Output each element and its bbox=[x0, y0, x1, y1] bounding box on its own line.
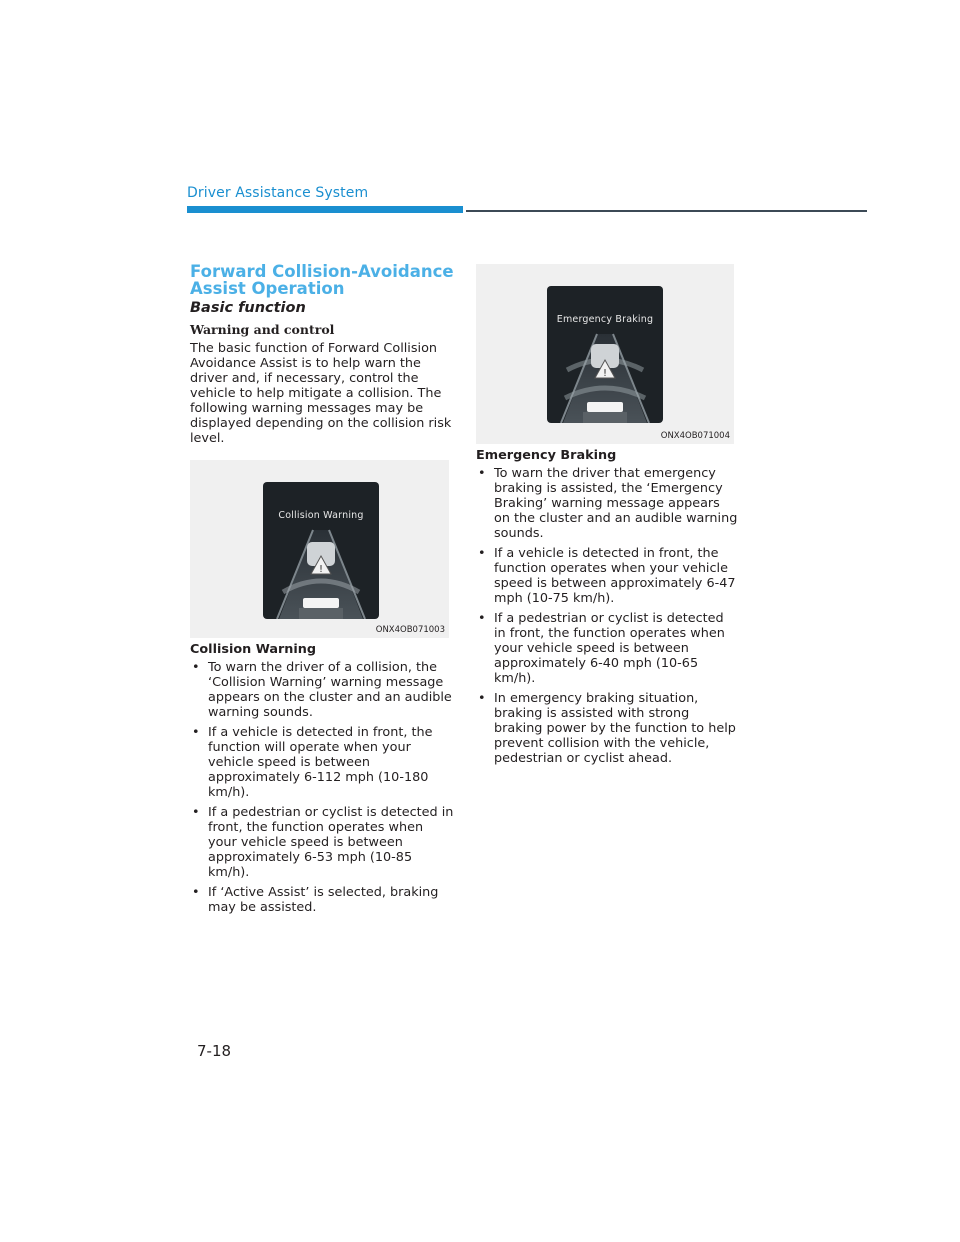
svg-text:!: ! bbox=[602, 368, 608, 379]
cluster-display bbox=[547, 286, 663, 423]
list-item bbox=[476, 611, 738, 686]
list-item-text: If a pedestrian or cyclist is detected in front, the function operates when your vehicle speed is between approximately 6-40 mph (10-65 km/h). bbox=[494, 611, 725, 686]
intro-paragraph: The basic function of Forward Collision Avoidance Assist is to help warn the driver and, if necessary, control the vehicle to help mitigate a collision. The following warning messages may be displayed depending on the collision risk level. bbox=[190, 341, 452, 446]
list-item-text: If a pedestrian or cyclist is detected in front, the function operates when your vehicle speed is between approximately 6-53 mph (10-85 km/h). bbox=[208, 805, 454, 880]
figure-caption: Emergency Braking bbox=[476, 448, 617, 463]
list-item bbox=[190, 805, 454, 880]
left-column bbox=[190, 263, 454, 920]
collision-warning-figure bbox=[190, 460, 449, 638]
header-rule bbox=[466, 210, 867, 212]
figure-code: ONX4OB071004 bbox=[660, 431, 730, 441]
bullet-glyph: • bbox=[478, 691, 486, 706]
list-item bbox=[476, 466, 738, 541]
list-item bbox=[190, 885, 454, 915]
list-item-text: In emergency braking situation, braking is assisted with strong braking power by the function to help prevent collision with the vehicle, pedestrian or cyclist ahead. bbox=[494, 691, 736, 766]
bullet-glyph: • bbox=[478, 546, 486, 561]
header-accent-bar bbox=[187, 206, 463, 213]
list-item bbox=[476, 691, 738, 766]
svg-text:!: ! bbox=[318, 564, 324, 575]
list-item-text: If a vehicle is detected in front, the function operates when your vehicle speed is between approximately 6-47 mph (10-75 km/h). bbox=[494, 546, 736, 606]
list-item bbox=[476, 546, 738, 606]
bullet-glyph: • bbox=[478, 466, 486, 481]
bullet-glyph: • bbox=[192, 805, 200, 820]
list-item-text: To warn the driver that emergency braking is assisted, the ‘Emergency Braking’ warning message appears on the cluster and an audible warning sounds. bbox=[494, 466, 738, 541]
list-item-text: If ‘Active Assist’ is selected, braking may be assisted. bbox=[208, 885, 439, 915]
section-title: Forward Collision-Avoidance Assist Operation bbox=[190, 262, 454, 298]
page-number: 7-18 bbox=[197, 1042, 232, 1060]
figure-code: ONX4OB071003 bbox=[375, 625, 445, 635]
figure-caption: Collision Warning bbox=[190, 642, 317, 657]
list-item bbox=[190, 660, 454, 720]
bullet-glyph: • bbox=[192, 660, 200, 675]
subsection-title: Basic function bbox=[190, 300, 306, 316]
bullet-list bbox=[476, 466, 738, 766]
list-item-text: To warn the driver of a collision, the ‘Collision Warning’ warning message appears on the cluster and an audible warning sounds. bbox=[208, 660, 452, 720]
right-column bbox=[476, 264, 738, 771]
sub-subsection-title: Warning and control bbox=[190, 322, 335, 337]
bullet-glyph: • bbox=[192, 885, 200, 900]
list-item-text: If a vehicle is detected in front, the function will operate when your vehicle speed is between approximately 6-112 mph (10-180 km/h). bbox=[208, 725, 433, 800]
bullet-glyph: • bbox=[192, 725, 200, 740]
cluster-display bbox=[263, 482, 379, 619]
screen-message: Collision Warning bbox=[278, 510, 364, 521]
bullet-glyph: • bbox=[478, 611, 486, 626]
running-header: Driver Assistance System bbox=[187, 185, 369, 201]
screen-message: Emergency Braking bbox=[556, 314, 654, 325]
road-scene-illustration bbox=[547, 286, 663, 423]
emergency-braking-figure bbox=[476, 264, 734, 444]
road-scene-illustration bbox=[263, 482, 379, 619]
list-item bbox=[190, 725, 454, 800]
bullet-list bbox=[190, 660, 454, 915]
